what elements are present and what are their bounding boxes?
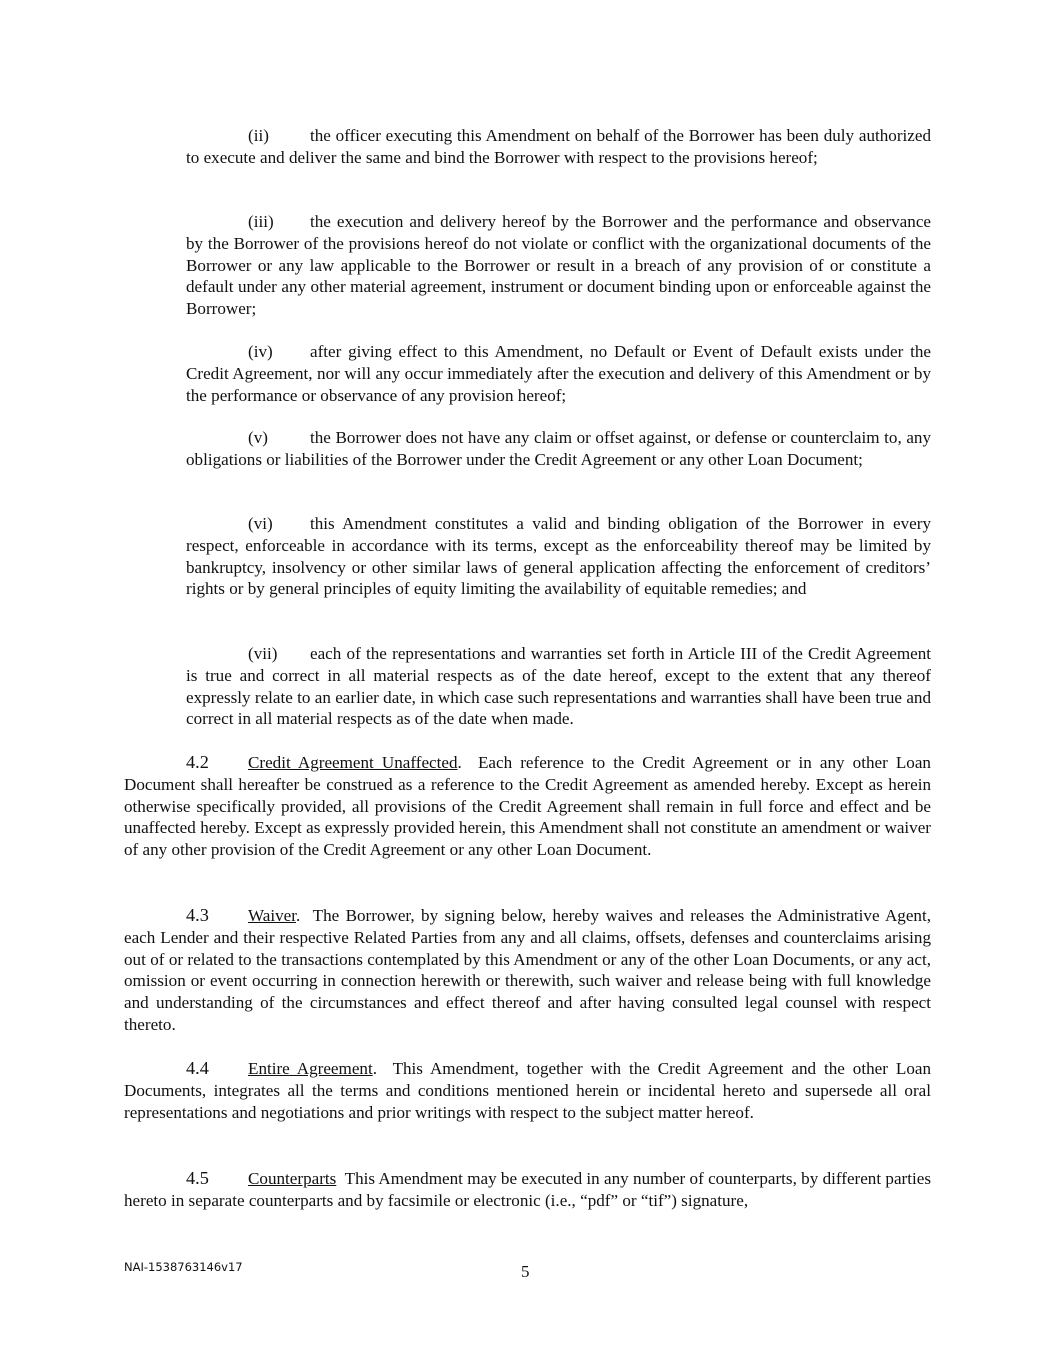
page-number: 5 xyxy=(521,1262,530,1281)
section-heading: Waiver xyxy=(248,906,296,925)
section-heading: Entire Agreement xyxy=(248,1059,373,1078)
section-number: 4.5 xyxy=(186,1168,209,1188)
section-4-2 xyxy=(124,752,931,861)
list-item-iv xyxy=(186,341,931,406)
section-text: Each reference to the Credit Agreement or in any other Loan Document shall hereafter be construed as a reference to the Credit Agreement as amended hereby. Except as herein otherwise specifically provided, all provisions of the Credit Agreement shall remain in full force and effect and be unaffected hereby. Except as expressly provided herein, this Amendment shall not constitute an amendment or waiver of any other provision of the Credit Agreement or any other Loan Document. xyxy=(124,753,931,860)
section-number: 4.3 xyxy=(186,905,209,925)
section-heading: Credit Agreement Unaffected xyxy=(248,753,458,772)
item-text: the officer executing this Amendment on behalf of the Borrower has been duly authorized to execute and deliver the same and bind the Borrower with respect to the provisions hereof; xyxy=(186,126,931,167)
item-marker: (iii) xyxy=(248,212,274,231)
list-item-v xyxy=(186,427,931,471)
heading-separator xyxy=(336,1169,344,1188)
item-text: after giving effect to this Amendment, no Default or Event of Default exists under the Credit Agreement, nor will any occur immediately after the execution and delivery of this Amendment or by the performance or observance of any provision hereof; xyxy=(186,342,931,405)
section-number: 4.4 xyxy=(186,1058,209,1078)
section-number: 4.2 xyxy=(186,752,209,772)
heading-separator: . xyxy=(295,906,313,925)
section-4-4 xyxy=(124,1058,931,1123)
list-item-ii xyxy=(186,125,931,169)
section-4-3 xyxy=(124,905,931,1036)
heading-separator: . xyxy=(457,753,478,772)
item-marker: (v) xyxy=(248,428,268,447)
item-marker: (vi) xyxy=(248,514,273,533)
item-text: the execution and delivery hereof by the Borrower and the performance and observance by the Borrower of the provisions hereof do not violate or conflict with the organizational documents of the Borrower or any law applicable to the Borrower or result in a breach of any provision of or constitute a default under any other material agreement, instrument or document binding upon or enforceable against the Borrower; xyxy=(186,212,931,319)
item-marker: (iv) xyxy=(248,342,273,361)
list-item-iii xyxy=(186,211,931,320)
heading-separator: . xyxy=(372,1059,393,1078)
section-4-5 xyxy=(124,1168,931,1212)
section-text: This Amendment may be executed in any number of counterparts, by different parties hereto in separate counterparts and by facsimile or electronic (i.e., “pdf” or “tif”) signature, xyxy=(124,1169,931,1210)
item-text: each of the representations and warranties set forth in Article III of the Credit Agreement is true and correct in all material respects as of the date hereof, except to the extent that any thereof expressly relate to an earlier date, in which case such representations and warranties shall have been true and correct in all material respects as of the date when made. xyxy=(186,644,931,729)
item-text: this Amendment constitutes a valid and binding obligation of the Borrower in every respect, enforceable in accordance with its terms, except as the enforceability thereof may be limited by bankruptcy, insolvency or other similar laws of general application affecting the enforcement of creditors’ rights or by general principles of equity limiting the availability of equitable remedies; and xyxy=(186,514,931,599)
item-marker: (vii) xyxy=(248,644,278,663)
item-marker: (ii) xyxy=(248,126,269,145)
item-text: the Borrower does not have any claim or offset against, or defense or counterclaim to, any obligations or liabilities of the Borrower under the Credit Agreement or any other Loan Document; xyxy=(186,428,931,469)
list-item-vi xyxy=(186,513,931,600)
section-heading: Counterparts xyxy=(248,1169,337,1188)
section-text: This Amendment, together with the Credit Agreement and the other Loan Documents, integrates all the terms and conditions mentioned herein or incidental hereto and supersede all oral representations and negotiations and prior writings with respect to the subject matter hereof. xyxy=(124,1059,931,1122)
list-item-vii xyxy=(186,643,931,730)
document-id: NAI-1538763146v17 xyxy=(124,1260,243,1274)
section-text: The Borrower, by signing below, hereby waives and releases the Administrative Agent, each Lender and their respective Related Parties from any and all claims, offsets, defenses and counterclaims arising out of or related to the transactions contemplated by this Amendment or any of the other Loan Documents, or any act, omission or event occurring in connection herewith or therewith, such waiver and release being with full knowledge and understanding of the circumstances and effect thereof and after having consulted legal counsel with respect thereto. xyxy=(124,906,931,1034)
